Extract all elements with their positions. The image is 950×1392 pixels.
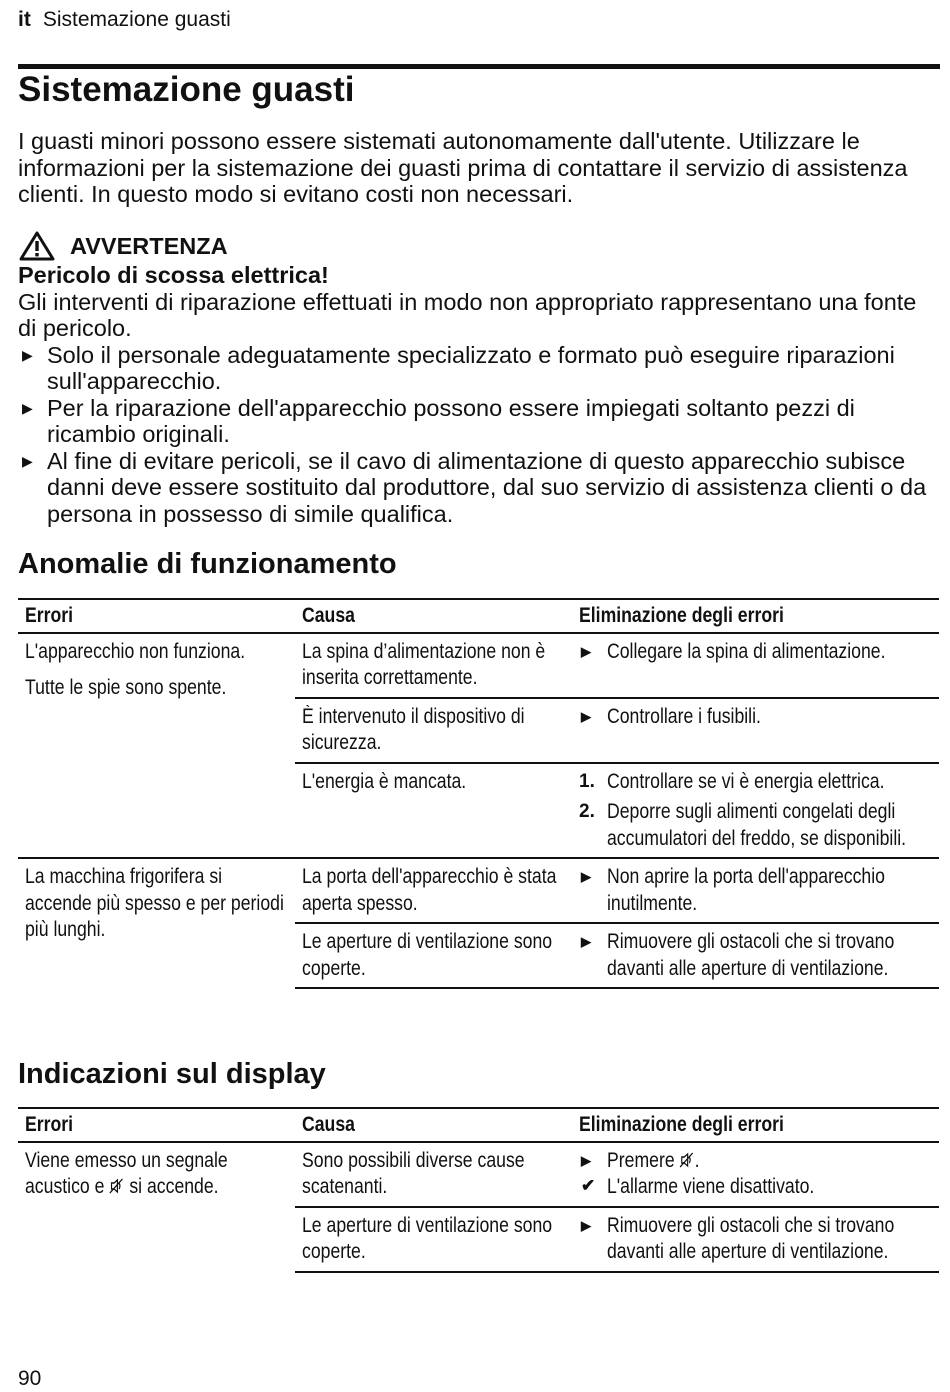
column-header: Eliminazione degli errori [572, 1108, 939, 1142]
section-title-anomalie: Anomalie di funzionamento [18, 548, 397, 580]
warning-bullet [18, 395, 940, 448]
warning-bullet [18, 448, 940, 528]
header-rule [18, 64, 940, 69]
cause-cell: Le aperture di ventilazione sono coperte. [295, 1207, 572, 1272]
display-table [18, 1107, 939, 1273]
error-text: Tutte le spie sono spente. [25, 676, 227, 699]
bullet-arrow-icon: ▶ [22, 399, 33, 416]
column-header: Eliminazione degli errori [572, 599, 939, 633]
alarm-off-icon [680, 1152, 695, 1168]
warning-subtitle: Pericolo di scossa elettrica! [18, 262, 329, 288]
warning-text: Gli interventi di riparazione effettuati in modo non appropriato rappresentano una fonte di pericolo. [18, 288, 917, 341]
bullet-text: Solo il personale adeguatamente specializzato e formato può eseguire riparazioni sull'apparecchio. [47, 341, 895, 394]
error-cell: La macchina frigorifera si accende più spesso e per periodi più lunghi. [18, 858, 295, 988]
warning-block [18, 230, 940, 527]
checkmark-icon: ✔ [581, 1176, 596, 1195]
warning-triangle-icon [18, 230, 56, 262]
cause-cell: La spina d’alimentazione non è inserita correttamente. [302, 639, 546, 689]
alarm-off-icon [109, 1178, 124, 1194]
error-text: L'apparecchio non funziona. [25, 639, 246, 663]
page-title: Sistemazione guasti [18, 70, 355, 109]
fix-cell: ▶ Collegare la spina di alimentazione. [572, 633, 939, 698]
bullet-arrow-icon: ▶ [581, 869, 591, 884]
cause-cell: È intervenuto il dispositivo di sicurezza. [295, 698, 572, 763]
bullet-arrow-icon: ▶ [581, 1152, 591, 1168]
table-header-row [18, 599, 939, 633]
warning-label: AVVERTENZA [70, 232, 228, 259]
header-section: Sistemazione guasti [42, 8, 231, 31]
fix-cell: ▶ Premere . ✔ L'allarme viene disattivato. [581, 1148, 815, 1198]
column-header: Causa [295, 599, 572, 633]
bullet-arrow-icon: ▶ [22, 346, 33, 363]
step-number: 2. [579, 801, 595, 822]
warning-title [18, 230, 940, 262]
page-header [18, 8, 231, 32]
cause-cell: La porta dell'apparecchio è stata aperta spesso. [295, 858, 572, 923]
table-row [18, 1142, 939, 1207]
cause-cell: Le aperture di ventilazione sono coperte. [295, 923, 572, 988]
error-cell: Viene emesso un segnale acustico e si accende. [25, 1148, 228, 1198]
cause-cell: Sono possibili diverse cause scatenanti. [302, 1148, 525, 1198]
fix-cell: ▶ Rimuovere gli ostacoli che si trovano davanti alle aperture di ventilazione. [572, 923, 939, 988]
intro-paragraph: I guasti minori possono essere sistemati autonomamente dall'utente. Utilizzare le informazioni per la sistemazione dei guasti prima di contattare il servizio di assistenza clienti. In questo modo si evitano costi non necessari. [18, 128, 908, 207]
fix-cell: ▶ Rimuovere gli ostacoli che si trovano davanti alle aperture di ventilazione. [572, 1207, 939, 1272]
table-row [18, 858, 939, 923]
fix-cell: ▶ Non aprire la porta dell'apparecchio inutilmente. [572, 858, 939, 923]
step-number: 1. [579, 770, 595, 792]
bullet-arrow-icon: ▶ [581, 1217, 591, 1233]
section-title-display: Indicazioni sul display [18, 1058, 326, 1090]
column-header: Causa [295, 1108, 572, 1142]
table-row [18, 633, 939, 698]
bullet-arrow-icon: ▶ [581, 934, 591, 949]
error-cell [18, 633, 295, 859]
language-code: it [18, 8, 31, 31]
warning-bullet [18, 342, 940, 395]
bullet-arrow-icon: ▶ [581, 643, 591, 659]
fix-cell: 1. Controllare se vi è energia elettrica. 2. Deporre sugli alimenti congelati degli accumulatori del freddo, se disponibili. [572, 763, 939, 859]
fix-cell: ▶ Controllare i fusibili. [572, 698, 939, 763]
column-header: Errori [18, 599, 295, 633]
bullet-text: Al fine di evitare pericoli, se il cavo di alimentazione di questo apparecchio subisce danni deve essere sostituito dal produttore, dal suo servizio di assistenza clienti o da persona in possesso di simile qualifica. [47, 447, 927, 527]
column-header: Errori [18, 1108, 295, 1142]
bullet-arrow-icon: ▶ [581, 708, 591, 724]
page-number: 90 [18, 1367, 42, 1390]
bullet-text: Per la riparazione dell'apparecchio possono essere impiegati soltanto pezzi di ricambio originali. [47, 394, 855, 447]
malfunctions-table [18, 598, 939, 989]
cause-cell: L'energia è mancata. [295, 763, 572, 859]
bullet-arrow-icon: ▶ [22, 452, 33, 469]
table-header-row [18, 1108, 939, 1142]
